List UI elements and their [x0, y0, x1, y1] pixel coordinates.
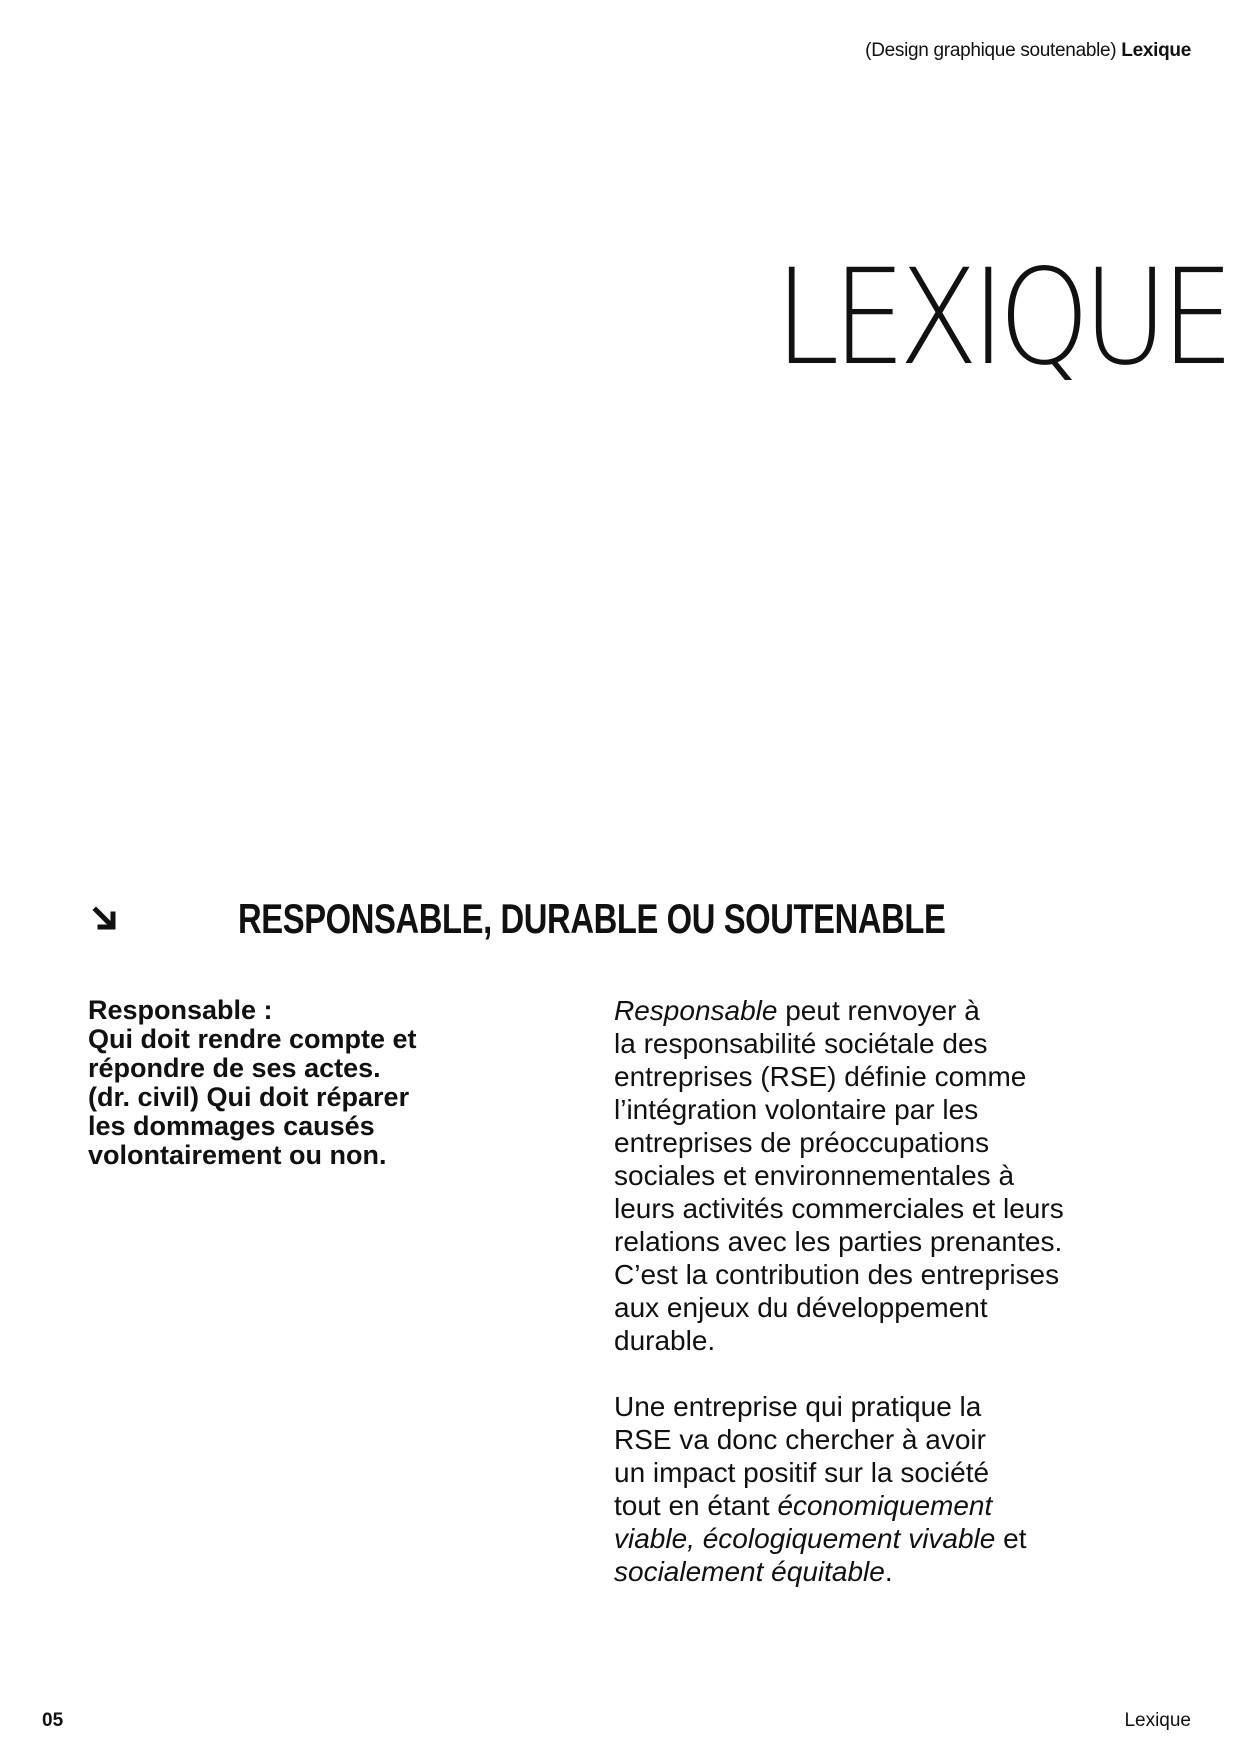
- body-line: relations avec les parties prenantes.: [614, 1226, 1063, 1257]
- definition-line: les dommages causés: [88, 1111, 375, 1141]
- arrow-down-right-icon: [92, 906, 118, 932]
- body-line: viable, écologiquement vivable et: [614, 1523, 1027, 1554]
- body-line: la responsabilité sociétale des: [614, 1028, 988, 1059]
- definition-line: volontairement ou non.: [88, 1140, 387, 1170]
- definition-term: Responsable :: [88, 995, 273, 1025]
- body-line: l’intégration volontaire par les: [614, 1094, 979, 1125]
- body-line: Une entreprise qui pratique la: [614, 1391, 982, 1422]
- body-line: durable.: [614, 1325, 716, 1356]
- body-paragraph-2: [614, 1390, 1154, 1588]
- body-line: C’est la contribution des entreprises: [614, 1259, 1060, 1290]
- emphasis-italic: viable, écologiquement vivable: [614, 1523, 996, 1554]
- definition-block: [88, 996, 538, 1170]
- definition-line: répondre de ses actes.: [88, 1053, 381, 1083]
- running-header: [865, 40, 1191, 62]
- emphasis-italic: économiquement: [777, 1490, 993, 1521]
- footer-label: Lexique: [1124, 1710, 1191, 1731]
- page-title: LEXIQUE: [774, 241, 1227, 395]
- term-italic: Responsable: [614, 995, 778, 1026]
- body-line: tout en étant économiquement: [614, 1490, 993, 1521]
- body-line: un impact positif sur la société: [614, 1457, 990, 1488]
- header-context: (Design graphique soutenable): [865, 40, 1117, 61]
- emphasis-italic: socialement équitable: [614, 1556, 885, 1587]
- body-text: [614, 994, 1154, 1588]
- section-heading: RESPONSABLE, DURABLE OU SOUTENABLE: [238, 895, 946, 942]
- definition-line: Qui doit rendre compte et: [88, 1024, 417, 1054]
- body-line: Responsable peut renvoyer à: [614, 995, 980, 1026]
- body-line: entreprises de préoccupations: [614, 1127, 990, 1158]
- body-paragraph-1: [614, 994, 1154, 1357]
- body-line: entreprises (RSE) définie comme: [614, 1061, 1027, 1092]
- header-section: Lexique: [1121, 40, 1191, 61]
- body-line: sociales et environnementales à: [614, 1160, 1015, 1191]
- definition-line: (dr. civil) Qui doit réparer: [88, 1082, 410, 1112]
- page-number: 05: [42, 1710, 64, 1731]
- body-line: RSE va donc chercher à avoir: [614, 1424, 986, 1455]
- body-line: leurs activités commerciales et leurs: [614, 1193, 1064, 1224]
- body-line: socialement équitable.: [614, 1556, 893, 1587]
- body-line: aux enjeux du développement: [614, 1292, 988, 1323]
